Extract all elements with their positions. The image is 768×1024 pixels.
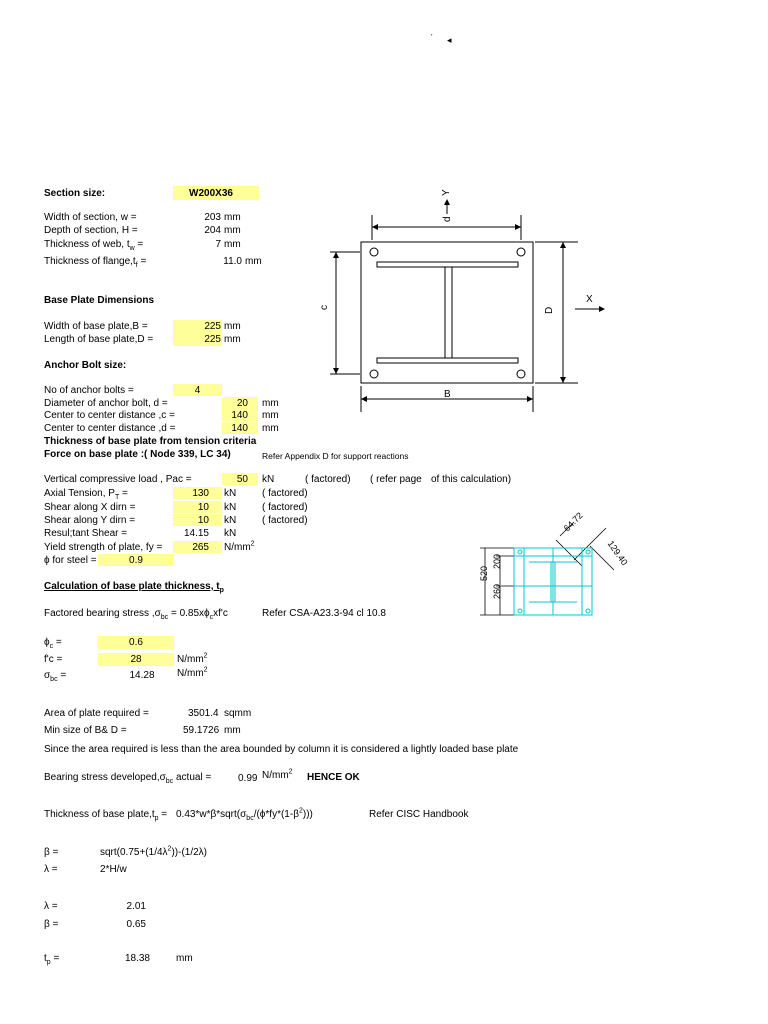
header-mark-b: ◂ [447,35,452,45]
calc-heading: Calculation of base plate thickness, $t_p$ [44,581,224,594]
phi-steel-value: 0.9 [129,555,143,566]
area-label: Area of plate required = [44,708,149,719]
resultant-unit: kN [224,528,237,539]
anchor-c-label: Center to center distance ,c = [44,410,175,421]
minsize-label: Min size of B& D = [44,725,127,736]
bottom-flange [377,358,518,363]
beta-formula: $sqrt(0.75+(1/4\lambda^2))-(1/2\lambda)$ [100,845,208,858]
area-value: 3501.4 [188,708,219,719]
d-dimension-label: d [442,216,453,222]
pt-label: Axial Tension, $P_T$ = [44,488,128,501]
pt-value: 130 [192,488,209,499]
beta-formula-label: β = [44,847,59,858]
sx-note: ( factored) [262,502,308,513]
csa-reference: Refer CSA-A23.3-94 cl 10.8 [262,608,386,619]
phic-label: $\phi_c$ = [44,637,62,650]
resultant-label: Resul;tant Shear = [44,528,128,539]
sbc-unit: $N/mm^2$ [177,666,208,679]
sketch-dim-520: 520 [479,565,489,581]
x-axis-label: X [586,294,593,305]
base-plate-length-value: 225 [204,334,221,345]
pac-value: 50 [236,474,248,485]
header-mark-a: ˊ [430,33,433,43]
pt-note: ( factored) [262,488,308,499]
tp-label: $t_p$ = [44,953,60,966]
pac-label: Vertical compressive load , Pac = [44,474,192,485]
sx-value: 10 [197,502,209,513]
base-plate-length-label: Length of base plate,D = [44,334,154,345]
base-plate-outline [361,242,533,383]
anchor-count-label: No of anchor bolts = [44,385,134,396]
resultant-value: 14.15 [183,528,209,539]
sx-unit: kN [224,502,237,513]
anchor-bolt-bl [370,370,378,378]
tp-value: 18.38 [124,953,150,964]
anchor-d-unit: mm [262,423,279,434]
section-flange-label: Thickness of $flange,t_f$ = [44,256,147,269]
lambda-value: 2.01 [126,901,146,912]
lambda-formula-label: λ = [44,864,58,875]
base-plate-width-label: Width of base plate,B = [44,321,148,332]
bearing-formula: Factored bearing stress $,\sigma_{bc} = 0.85x\phi_cxf'c$ [44,608,228,621]
pac-note-refer: ( refer page [370,474,422,485]
lambda-formula: 2*H/w [100,864,127,875]
anchor-bolt-br [517,370,525,378]
appendix-reference: Refer Appendix D for support reactions [262,451,409,461]
B-dimension-label: B [444,389,451,400]
anchor-bolt-tl [370,248,378,256]
phic-value: 0.6 [129,637,143,648]
fy-value: 265 [192,542,209,553]
anchor-diameter-unit: mm [262,398,279,409]
area-unit: sqmm [224,708,252,719]
sketch-dim-129: 129.40 [605,538,630,568]
D-dimension-label: D [544,306,555,314]
section-width-unit: mm [224,212,241,223]
pac-unit: kN [262,474,275,485]
anchor-count-value: 4 [194,385,201,396]
section-depth-unit: mm [224,225,241,236]
base-plate-length-unit: mm [224,334,241,345]
sbc-value: 14.28 [129,670,155,681]
minsize-value: 59.1726 [183,725,220,736]
anchor-heading: Anchor Bolt size: [44,360,127,371]
anchor-c-value: 140 [231,410,248,421]
section-depth-value: 204 [204,225,221,236]
base-plate-width-unit: mm [224,321,241,332]
sx-label: Shear along X dirn = [44,502,136,513]
developed-label: Bearing stress $developed,\sigma_{bc}$ actual = [44,772,212,785]
fc-value: 28 [130,654,142,665]
section-size-label: Section size: [44,188,106,199]
pt-unit: kN [224,488,237,499]
y-axis-label: Y [441,189,452,196]
pac-note-calc: of this calculation) [431,474,512,485]
sy-label: Shear along Y dirn = [44,515,136,526]
base-plate-heading: Base Plate Dimensions [44,295,155,306]
anchor-diameter-value: 20 [236,398,248,409]
sketch-dim-200: 200 [492,553,502,569]
fy-unit: $N/mm^2$ [224,540,255,553]
beta-label: β = [44,919,59,930]
sy-note: ( factored) [262,515,308,526]
fc-label: f'c = [44,654,63,665]
section-flange-unit: mm [245,256,262,267]
anchor-d-label: Center to center distance ,d = [44,423,176,434]
lambda-label: λ = [44,901,58,912]
pac-note-factored: ( factored) [305,474,351,485]
anchor-bolt-tr [517,248,525,256]
section-web-unit: mm [224,239,241,250]
web [445,267,452,358]
sy-unit: kN [224,515,237,526]
sy-value: 10 [197,515,209,526]
section-web-value: 7 [215,239,221,250]
section-web-label: Thickness of web, $t_w$ = [44,239,144,252]
phi-steel-label: ϕ for steel = [44,555,97,566]
section-size-value: W200X36 [189,188,233,199]
section-width-label: Width of section, w = [44,212,137,223]
developed-unit: $N/mm^2$ [262,768,293,781]
anchor-diameter-label: Diameter of anchor bolt, d = [44,398,168,409]
base-plate-width-value: 225 [204,321,221,332]
anchor-c-unit: mm [262,410,279,421]
developed-value: 0.99 [238,773,258,784]
sketch-dim-64: 64.72 [561,510,585,534]
section-depth-label: Depth of section, H = [44,225,138,236]
c-dimension-label: c [319,305,330,310]
cisc-reference: Refer CISC Handbook [369,809,469,820]
anchor-d-value: 140 [231,423,248,434]
fy-label: Yield strength of plate, fy = [44,542,163,553]
fc-unit: $N/mm^2$ [177,652,208,665]
thickness-formula-label: Thickness of base $plate,t_p$ = [44,809,168,822]
minsize-unit: mm [224,725,241,736]
force-heading: Force on base plate :( Node 339, LC 34) [44,449,231,460]
section-width-value: 203 [204,212,221,223]
top-flange [377,262,518,267]
sketch-dim-260: 260 [492,583,502,599]
hence-ok: HENCE OK [307,772,360,783]
section-flange-value: 11.0 [223,256,242,267]
tension-heading: Thickness of base plate from tension criteria [44,436,257,447]
since-statement: Since the area required is less than the area bounded by column it is considered a lightly loaded base plate [44,744,519,755]
thickness-formula: $0.43*w*\beta*sqrt(\sigma_{bc}/(\phi*fy*(1-\beta^2)))$ [176,807,313,822]
sbc-label: $\sigma_{bc}$ = [44,670,67,683]
tp-unit: mm [176,953,193,964]
beta-value: 0.65 [126,919,146,930]
